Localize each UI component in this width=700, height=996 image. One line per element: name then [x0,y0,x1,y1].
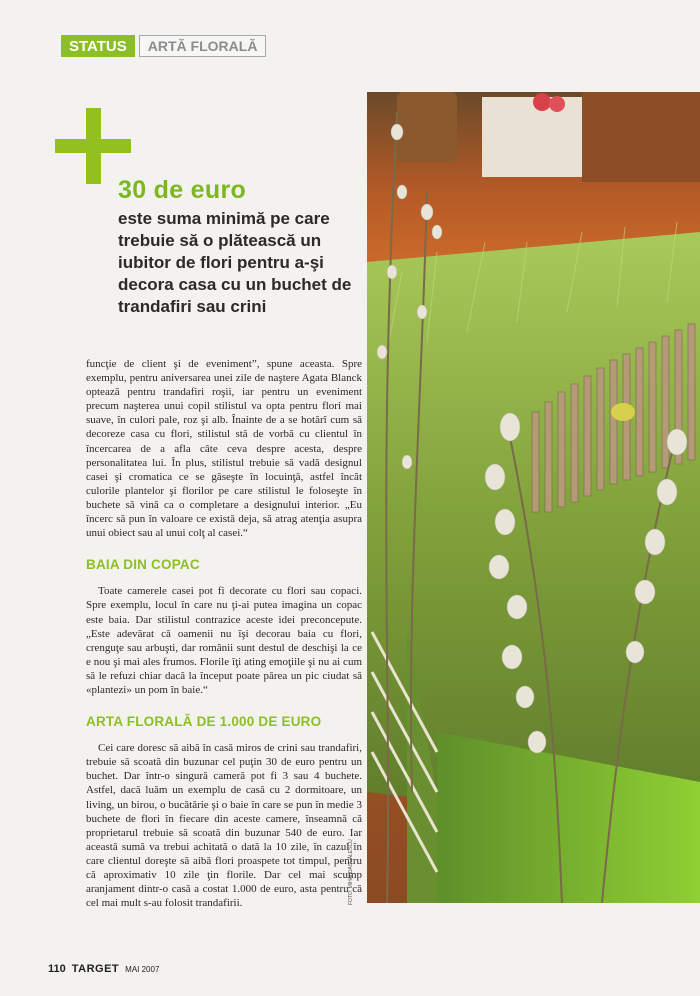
section-label: STATUS [61,35,135,57]
category-label: ARTĂ FLORALĂ [139,35,267,57]
section2-text: Cei care doresc să aibă în casă miros de crini sau trandafiri, trebuie să scoată din buzunar cel puţin 30 de euro pentru un buchet. Dar într-o singură cameră pot fi 3 sau 4 buchete. Astfel, dacă luăm un exemplu de casă cu 2 dormitoare, un living, un birou, o bucătărie şi o baie în care se pun în medie 3 buchete de flori în fiecare din aceste camere, înseamnă că proprietarul trebuie să scoată din buzunar 540 de euro. Iar această sumă va trebui achitată o dată la 10 zile, în cazul în care clientul doreşte să aibă flori proaspete tot timpul, pentru că aproximativ 10 zile ţin florile. Dar cel mai scump aranjament dintr-o casă a costat 1.000 de euro, asta pentru că cel mai mult s-au folosit trandafirii. [86,742,362,910]
grass-planter-photo [367,92,700,903]
headline-amount: 30 de euro [118,176,247,204]
article-intro: funcţie de client şi de eveniment”, spune aceasta. Spre exemplu, pentru aniversarea unei zile de naştere Agata Blanck optează pentru trandafiri roşii, iar pentru un eveniment precum naşterea unui copil stilistul va opta pentru flori mai suave, în culori pale, roz şi alb. Înainte de a se hotărî cum să decoreze casa cu flori, stilistul stă de vorbă cu clientul în încercarea de a afla câte ceva despre acesta, despre personalitatea lui. În plus, stilistul trebuie să vadă designul casei şi cromatica ce se găseşte în locuinţă, astfel încât culorile plantelor şi florilor pe care stilistul le foloseşte în buchete să vină ca o completare a designului interior. „Eu încerc să pun în valoare ce există deja, să atrag atenţia asupra unui obiect sau al unui colţ al casei.“ [86,358,362,540]
page-number: 110 [48,963,66,975]
section-tag [61,35,266,57]
headline-text: este suma minimă pe care trebuie să o plătească un iubitor de flori pentru a-şi decora casa cu un buchet de trandafiri sau crini [118,209,352,316]
page-footer [48,963,159,975]
section1-text: Toate camerele casei pot fi decorate cu flori sau copaci. Spre exemplu, locul în care nu ţi-ai putea imagina un copac este baia. Dar stilistul contrazice aceste idei preconcepute. „Este adevărat că oamenii nu îşi decorau baia cu flori, crenguţe sau arbuşti, dar românii sunt destul de deschişi la ce e nou şi mai ales frumos. Florile îţi ating emoţiile şi nu ai cum să le refuzi chiar dacă la început poate părea un pic ciudat să «plantezi» un pom în baie.“ [86,585,362,696]
photo-credit: FOTO: MIHAI DASCĂLESCU [348,839,354,905]
article-column [86,357,362,910]
magazine-name: TARGET [71,963,120,975]
section2-title: ARTA FLORALĂ DE 1.000 DE EURO [86,714,322,730]
section1-title: BAIA DIN COPAC [86,557,200,573]
plus-icon-vertical [86,108,101,184]
issue-date: MAI 2007 [125,965,160,974]
